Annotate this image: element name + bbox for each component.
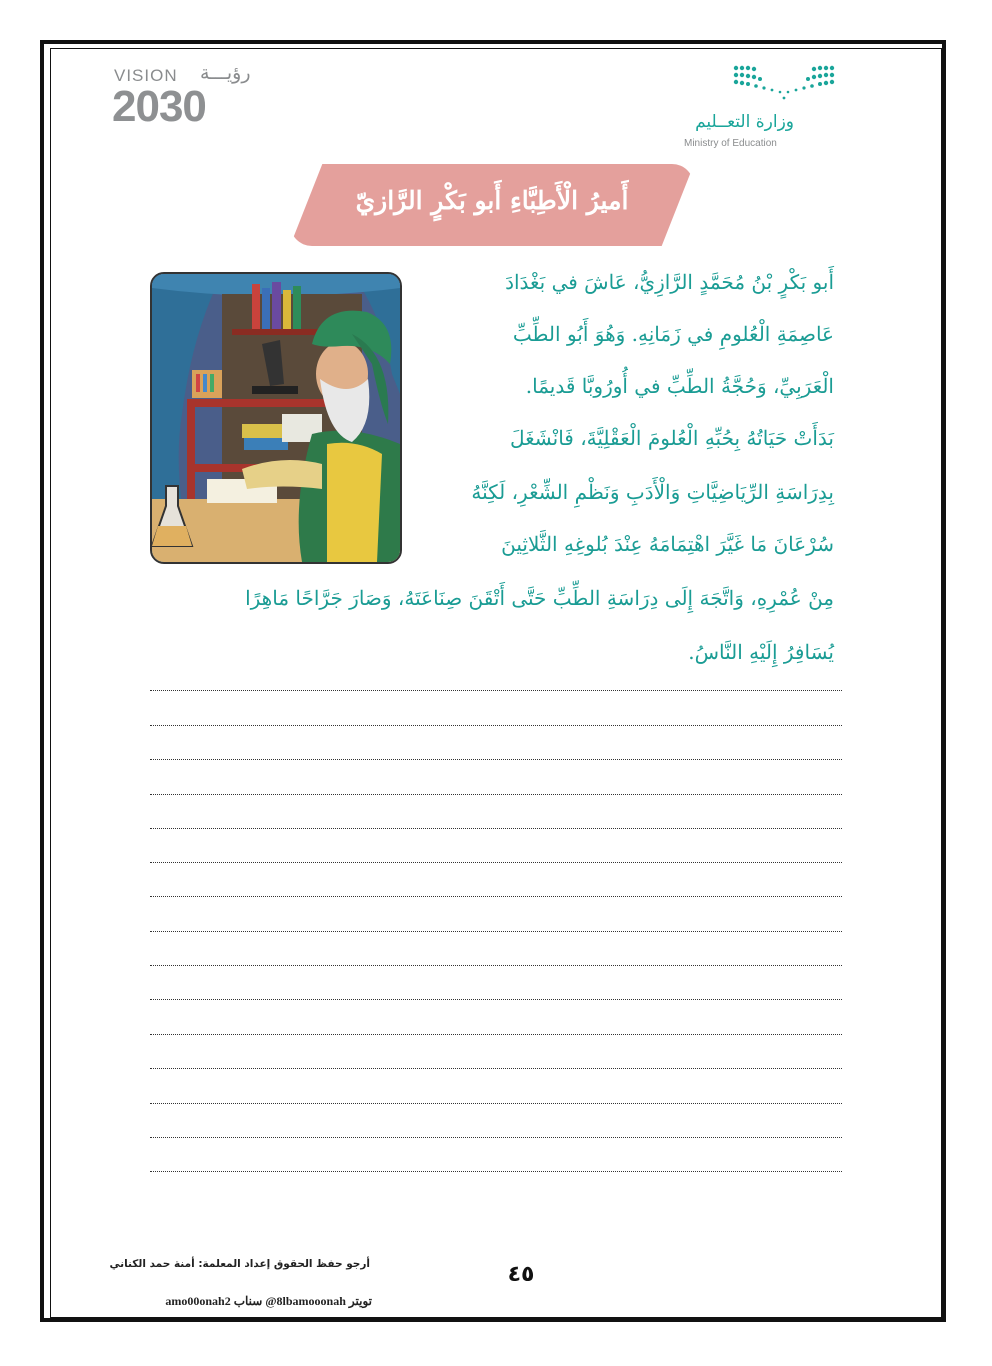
scholar-illustration bbox=[150, 272, 402, 564]
writing-line[interactable] bbox=[150, 1137, 842, 1138]
passage-line-7: مِنْ عُمْرِهِ، وَاتَّجَهَ إِلَى دِرَاسَةِ الطِّبِّ حَتَّى أَتْقَنَ صِنَاعَتَهُ، وَصَارَ جَرَّاحًا مَاهِرًا bbox=[245, 586, 834, 610]
ministry-logo bbox=[680, 60, 850, 160]
vision-arabic: رؤيـــة bbox=[200, 62, 251, 84]
passage-line-3: الْعَرَبِيِّ، وَحُجَّةُ الطِّبِّ في أُورُوبَّا قَديمًا. bbox=[525, 374, 834, 398]
footer-social: تويتر 8lbamooonah@ سناب amo00onah2 bbox=[165, 1294, 372, 1308]
vision-year: 2030 bbox=[112, 82, 206, 131]
writing-line[interactable] bbox=[150, 999, 842, 1000]
writing-line[interactable] bbox=[150, 1103, 842, 1104]
writing-line[interactable] bbox=[150, 965, 842, 966]
title-banner bbox=[290, 164, 694, 246]
passage-line-4: بَدَأَتْ حَيَاتُهُ بِحُبِّهِ الْعُلومَ الْعَقْلِيَّةَ، فَانْشَغَلَ bbox=[510, 426, 834, 450]
writing-line[interactable] bbox=[150, 725, 842, 726]
writing-line[interactable] bbox=[150, 759, 842, 760]
passage-line-1: أَبو بَكْرٍ بْنُ مُحَمَّدٍ الرَّازِيُّ، عَاشَ في بَغْدَادَ bbox=[505, 270, 834, 294]
writing-line[interactable] bbox=[150, 931, 842, 932]
writing-line[interactable] bbox=[150, 862, 842, 863]
vision-2030-logo bbox=[110, 64, 270, 130]
page-title: أَميرُ الْأَطِبَّاءِ أَبو بَكْرٍ الرَّازيّ bbox=[355, 186, 629, 215]
writing-line[interactable] bbox=[150, 1034, 842, 1035]
ministry-dots-icon bbox=[730, 62, 840, 106]
ministry-arabic-name: وزارة التعــليم bbox=[695, 112, 794, 132]
writing-line[interactable] bbox=[150, 1068, 842, 1069]
vision-word: VISION bbox=[114, 66, 178, 85]
writing-line[interactable] bbox=[150, 794, 842, 795]
passage-line-6: سُرْعَانَ مَا غَيَّرَ اهْتِمَامَهُ عِنْدَ بُلوغِهِ الثَّلاثِينَ bbox=[501, 532, 834, 556]
writing-line[interactable] bbox=[150, 1171, 842, 1172]
ministry-english-name: Ministry of Education bbox=[684, 138, 777, 149]
writing-line[interactable] bbox=[150, 690, 842, 691]
writing-line[interactable] bbox=[150, 828, 842, 829]
passage-line-8: يُسَافِرُ إِلَيْهِ النَّاسُ. bbox=[688, 640, 834, 664]
passage-line-5: بِدِرَاسَةِ الرِّيَاضِيَّاتِ وَالْأَدَبِ وَنَظْمِ الشِّعْرِ، لَكِنَّهُ bbox=[471, 480, 834, 504]
scholar-icon bbox=[152, 274, 400, 562]
passage-line-2: عَاصِمَةِ الْعُلومِ في زَمَانِهِ. وَهُوَ أَبُو الطِّبِّ bbox=[512, 322, 834, 346]
footer-credit: أرجو حفظ الحقوق إعداد المعلمة: أمنة حمد الكناني bbox=[109, 1258, 370, 1270]
writing-line[interactable] bbox=[150, 896, 842, 897]
page-number: ٤٥ bbox=[507, 1262, 535, 1287]
